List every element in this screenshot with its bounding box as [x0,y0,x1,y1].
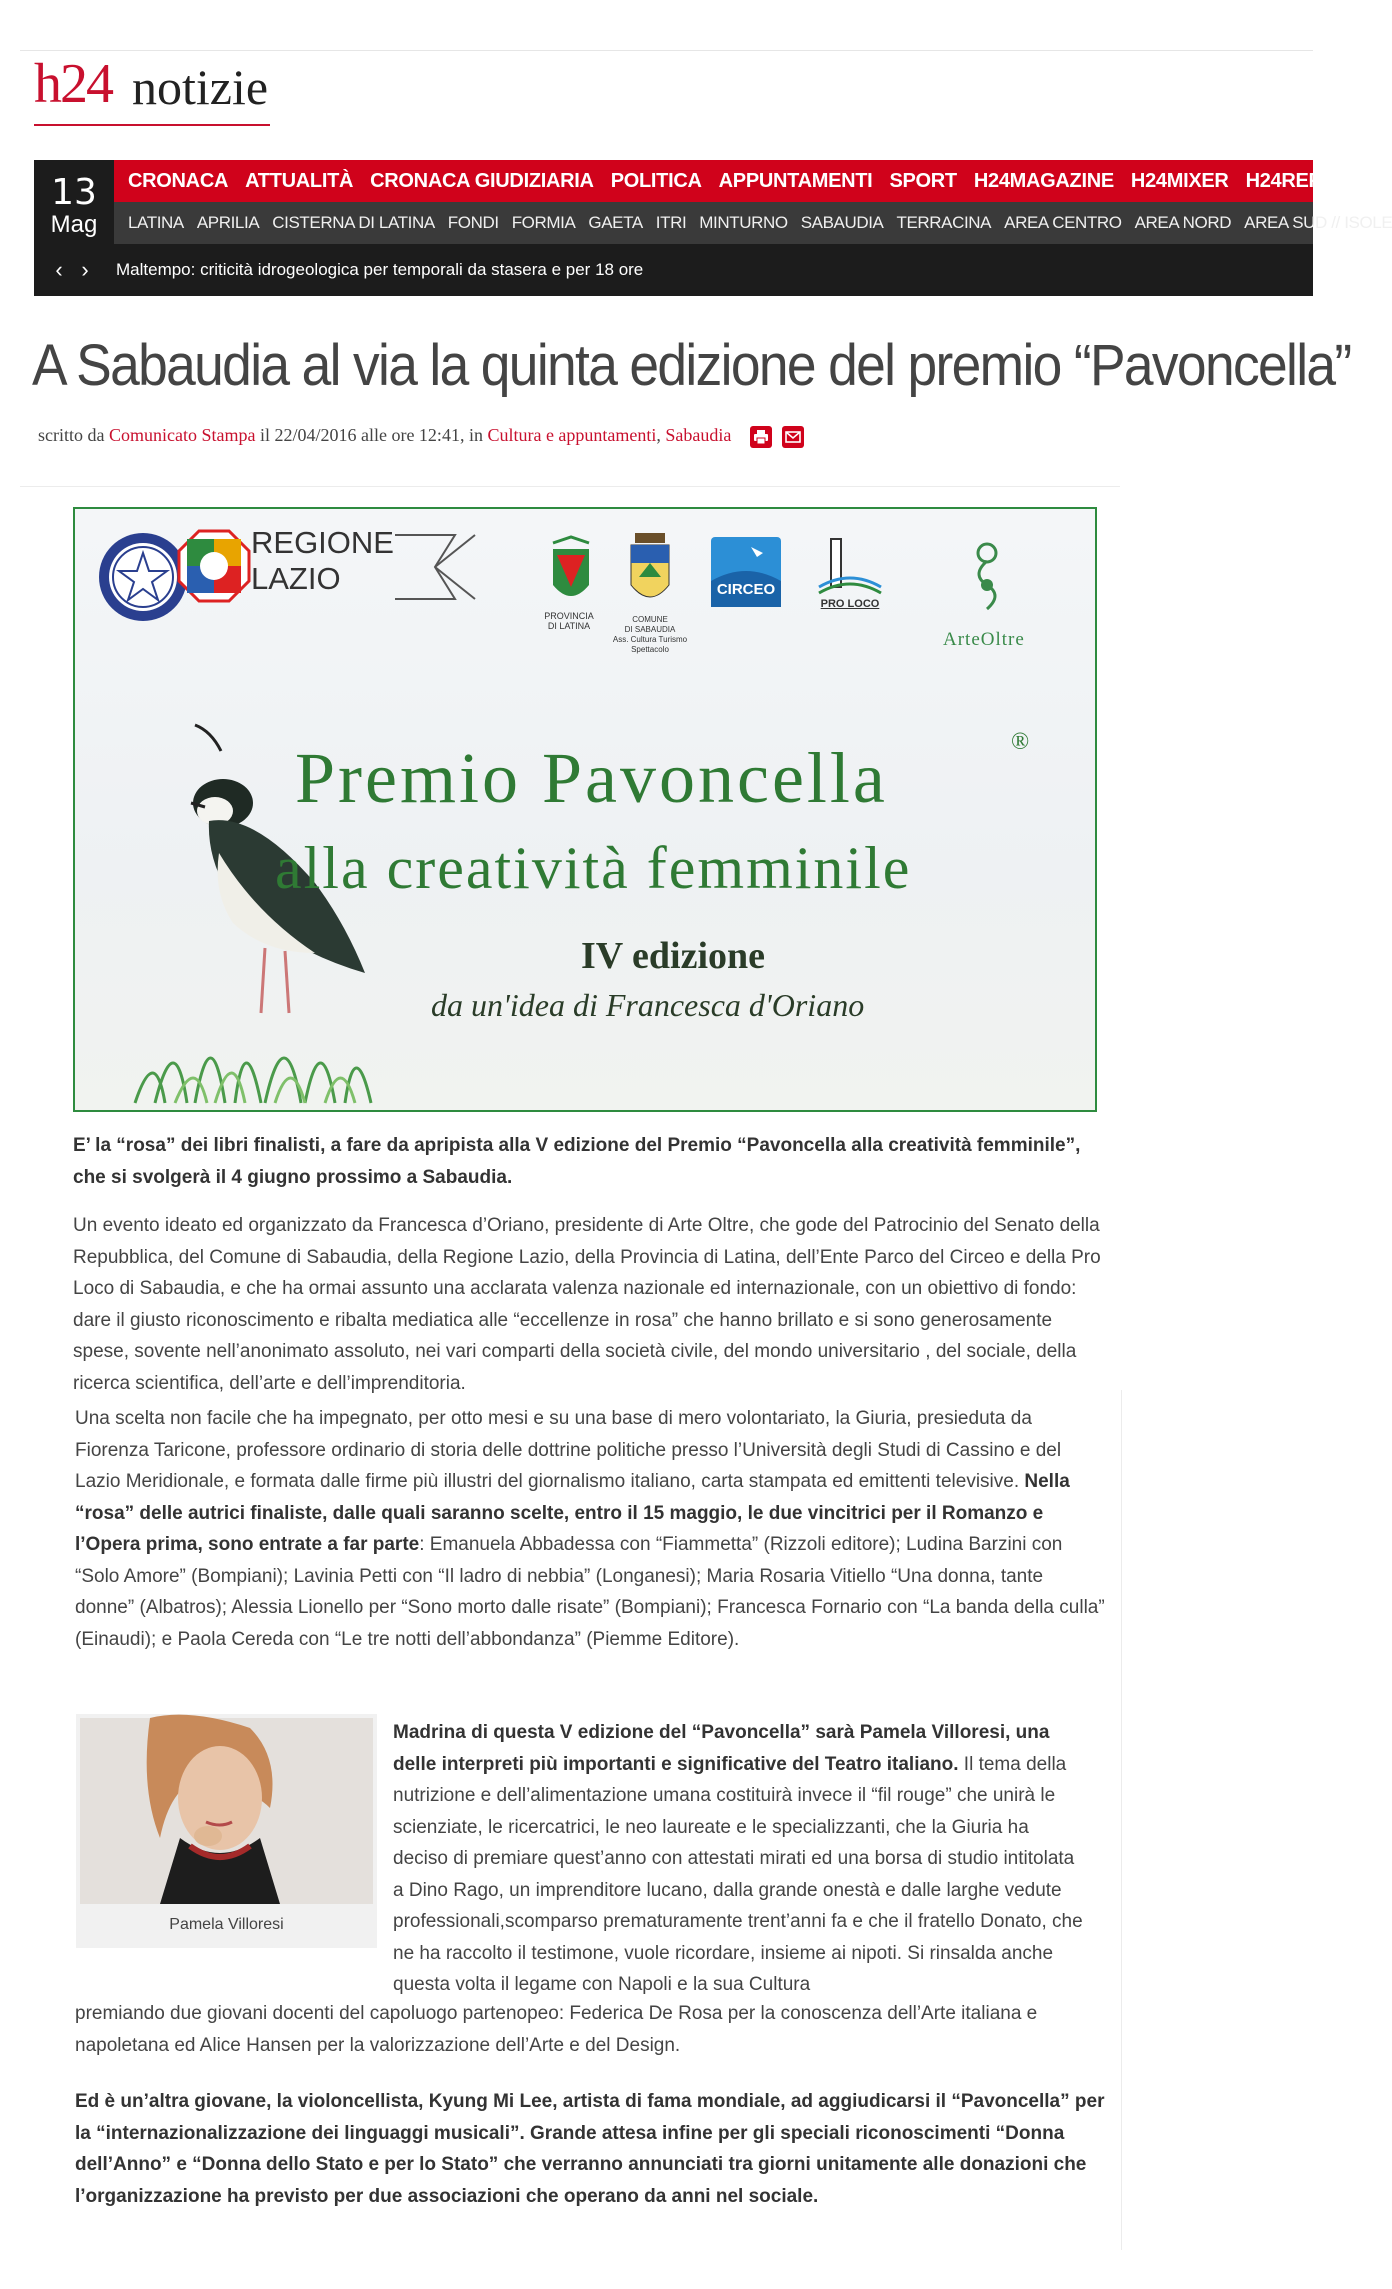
ticker-next-icon[interactable]: › [81,257,89,282]
category-link-sabaudia[interactable]: Sabaudia [665,425,732,445]
senato-seal-icon [97,531,189,623]
paragraph-2-bold: Nella “rosa” delle autrici finaliste, dalle quali saranno scelte, entro il 15 maggio, le due vincitrici per il Romanzo e l’Opera prima, sono entrate a far parte [75,1471,1070,1555]
author-link[interactable]: Comunicato Stampa [108,425,256,445]
main-navbar [34,160,1392,296]
location-item-cisterna[interactable]: CISTERNA DI LATINA [272,213,435,232]
logo-notizie: notizie [132,59,269,115]
paragraph-2-text: Una scelta non facile che ha impegnato, per otto mesi e su una base di mero volontariato, la Giuria, presieduta da Fiorenza Taricone, professore ordinario di storia delle dottrine politiche presso l’Università degli Studi di Cassino e del Lazio Meridionale, e formata dalle firme più illustri del giornalismo italiano, carta stampata ed emittenti televisive. [75,1408,1062,1492]
comune-sabaudia-crest-icon [627,531,673,611]
article-paragraph-2 [75,1403,1105,1655]
arteoltre-wordmark: ArteOltre [943,629,1025,650]
location-item-area-sud[interactable]: AREA SUD // ISOLE [1244,213,1392,232]
regione-lazio-logo-icon [177,529,251,603]
menu-item-sport[interactable]: SPORT [889,169,957,192]
banner-idea: da un'idea di Francesca d'Oriano [431,987,865,1023]
location-item-terracina[interactable]: TERRACINA [896,213,992,232]
menu-item-h24report[interactable]: H24REPORT [1245,169,1363,192]
location-item-latina[interactable]: LATINA [128,213,184,232]
location-item-area-nord[interactable]: AREA NORD [1134,213,1232,232]
provincia-latina-crest-icon [547,535,595,609]
circeo-label: CIRCEO [716,581,776,598]
banner-edizione: IV edizione [581,935,766,977]
menu-item-h24magazine[interactable]: H24MAGAZINE [973,169,1114,192]
banner-subtitle: alla creatività femminile [275,835,912,901]
location-item-itri[interactable]: ITRI [655,213,687,232]
pro-loco-logo-icon [819,535,881,610]
date-box [34,160,114,244]
content-divider [1121,1390,1122,2250]
pro-loco-caption: PRO LOCO [820,598,880,610]
article-paragraph-3-continued: premiando due giovani docenti del capoluogo partenopeo: Federica De Rosa per la conoscenza dell’Arte italiana e napoletana ed Alice Hansen per la valorizzazione dell’Arte e del Design. [75,2003,1038,2056]
location-item-aprilia[interactable]: APRILIA [196,213,260,232]
date-month: Mag [50,211,98,238]
article-lead: E’ la “rosa” dei libri finalisti, a fare da apripista alla V edizione del Premio “Pavoncella alla creatività femminile”, che si svolgerà il 4 giugno prossimo a Sabaudia. [73,1135,1081,1188]
location-menu [114,202,1392,244]
arteoltre-ornament-icon [967,539,1007,613]
email-icon[interactable] [782,426,804,448]
byline-date: il 22/04/2016 alle ore 12:41, in [255,425,488,445]
ticker-headline[interactable]: Maltempo: criticità idrogeologica per temporali da stasera e per 18 ore [116,260,644,279]
menu-item-appuntamenti[interactable]: APPUNTAMENTI [718,169,873,192]
event-banner-image [73,507,1097,1112]
provincia-caption: PROVINCIA DI LATINA [544,611,594,631]
news-ticker [34,244,1313,296]
paragraph-3-text: Il tema della nutrizione e dell’alimentazione umana costituirà invece il “fil rouge” che unirà le scienziate, le ricercatrici, le neo laureate e le specializzanti, che la Giuria ha deciso di premiare quest’anno con attestati mirati ed una borsa di studio intitolata a Dino Rago, un imprenditore lucano, dalla grande onestà e dalle larghe vedute professionali,scomparso prematuramente trent’anni fa e che il fratello Donato, che ne ha raccolto il testimone, vuole ricordare, insieme ai nipoti. Si rinsalda anche questa volta il legame con Napoli e la sua Cultura [393,1753,1083,1995]
location-item-sabaudia[interactable]: SABAUDIA [800,213,884,232]
lazio-chevron-icon [395,531,475,603]
article-paragraph-4: Ed è un’altra giovane, la violoncellista, Kyung Mi Lee, artista di fama mondiale, ad aggiudicarsi il “Pavoncella” per la “internazionalizzazione dei linguaggi musicali”. Grande attesa infine per gli speciali riconoscimenti “Donna dell’Anno” e “Donna dello Stato e per lo Stato” che verranno annunciati tra giorni unitamente alle donazioni che l’organizzazione ha previsto per due associazioni che operano da anni nel sociale. [75,2091,1105,2207]
article-title: A Sabaudia al via la quinta edizione del premio “Pavoncella” [32,333,1351,398]
location-item-fondi[interactable]: FONDI [447,213,499,232]
article-divider [20,486,1120,487]
location-item-area-centro[interactable]: AREA CENTRO [1004,213,1122,232]
menu-item-h24mixer[interactable]: H24MIXER [1130,169,1229,192]
location-item-minturno[interactable]: MINTURNO [699,213,788,232]
article-paragraph-3 [393,1717,1083,2001]
main-menu [114,160,1363,202]
banner-premio-title: Premio Pavoncella [295,738,888,818]
pamela-villoresi-photo [80,1718,373,1904]
logo-underline [34,124,270,126]
article-paragraph-1: Un evento ideato ed organizzato da Francesca d’Oriano, presidente di Arte Oltre, che gode del Patrocinio del Senato della Repubblica, del Comune di Sabaudia, della Regione Lazio, della Provincia di Latina, dell’Ente Parco del Circeo e della Pro Loco di Sabaudia, e che ha ormai assunto una acclarata valenza nazionale ed internazionale, con un obiettivo di fondo: dare il giusto riconoscimento e ribalta mediatica alle “eccellenze in rosa” che hanno brillato e si sono generosamente spese, sovente nell’anonimato assoluto, nei vari comparti della società civile, del mondo universitario , del sociale, della ricerca scientifica, dell’arte e dell’imprenditoria. [73,1215,1101,1394]
menu-item-attualita[interactable]: ATTUALITÀ [245,169,354,192]
portrait-illustration [80,1718,373,1904]
location-item-formia[interactable]: FORMIA [511,213,576,232]
byline-comma: , [656,425,666,445]
menu-item-cronaca[interactable]: CRONACA [128,169,229,192]
regione-line2: LAZIO [251,561,341,596]
location-item-gaeta[interactable]: GAETA [588,213,643,232]
date-day: 13 [51,172,97,213]
print-icon[interactable] [750,426,772,448]
menu-item-politica[interactable]: POLITICA [610,169,702,192]
logo-h24: h24 [34,53,112,115]
registered-mark: ® [1011,729,1030,755]
regione-line1: REGIONE [251,525,394,560]
byline-prefix: scritto da [38,425,109,445]
ticker-prev-icon[interactable]: ‹ [55,257,63,282]
category-link-cultura[interactable]: Cultura e appuntamenti [487,425,657,445]
paragraph-2-finalists: : Emanuela Abbadessa con “Fiammetta” (Rizzoli editore); Ludina Barzini con “Solo Amore” (Bompiani); Lavinia Petti con “Il ladro di nebbia” (Longanesi); Maria Rosaria Vitiello “Una donna, tante donne” (Albatros); Alessia Lionello per “Sono morto dalle risate” (Bompiani); Francesca Fornario con “La banda della culla” (Einaudi); e Paola Cereda con “Le tre notti dell’abbondanza” (Piemme Editore). [75,1534,1105,1650]
photo-caption: Pamela Villoresi [169,1916,284,1933]
menu-item-cronaca-giudiziaria[interactable]: CRONACA GIUDIZIARIA [370,169,594,192]
paragraph-3-bold: Madrina di questa V edizione del “Pavoncella” sarà Pamela Villoresi, una delle interpreti più importanti e significative del Teatro italiano. [393,1722,1050,1775]
header-divider [20,50,1313,51]
comune-caption: COMUNE DI SABAUDIA Ass. Cultura Turismo Spettacolo [612,615,688,654]
regione-lazio-wordmark [251,525,394,597]
article-byline [38,425,804,448]
